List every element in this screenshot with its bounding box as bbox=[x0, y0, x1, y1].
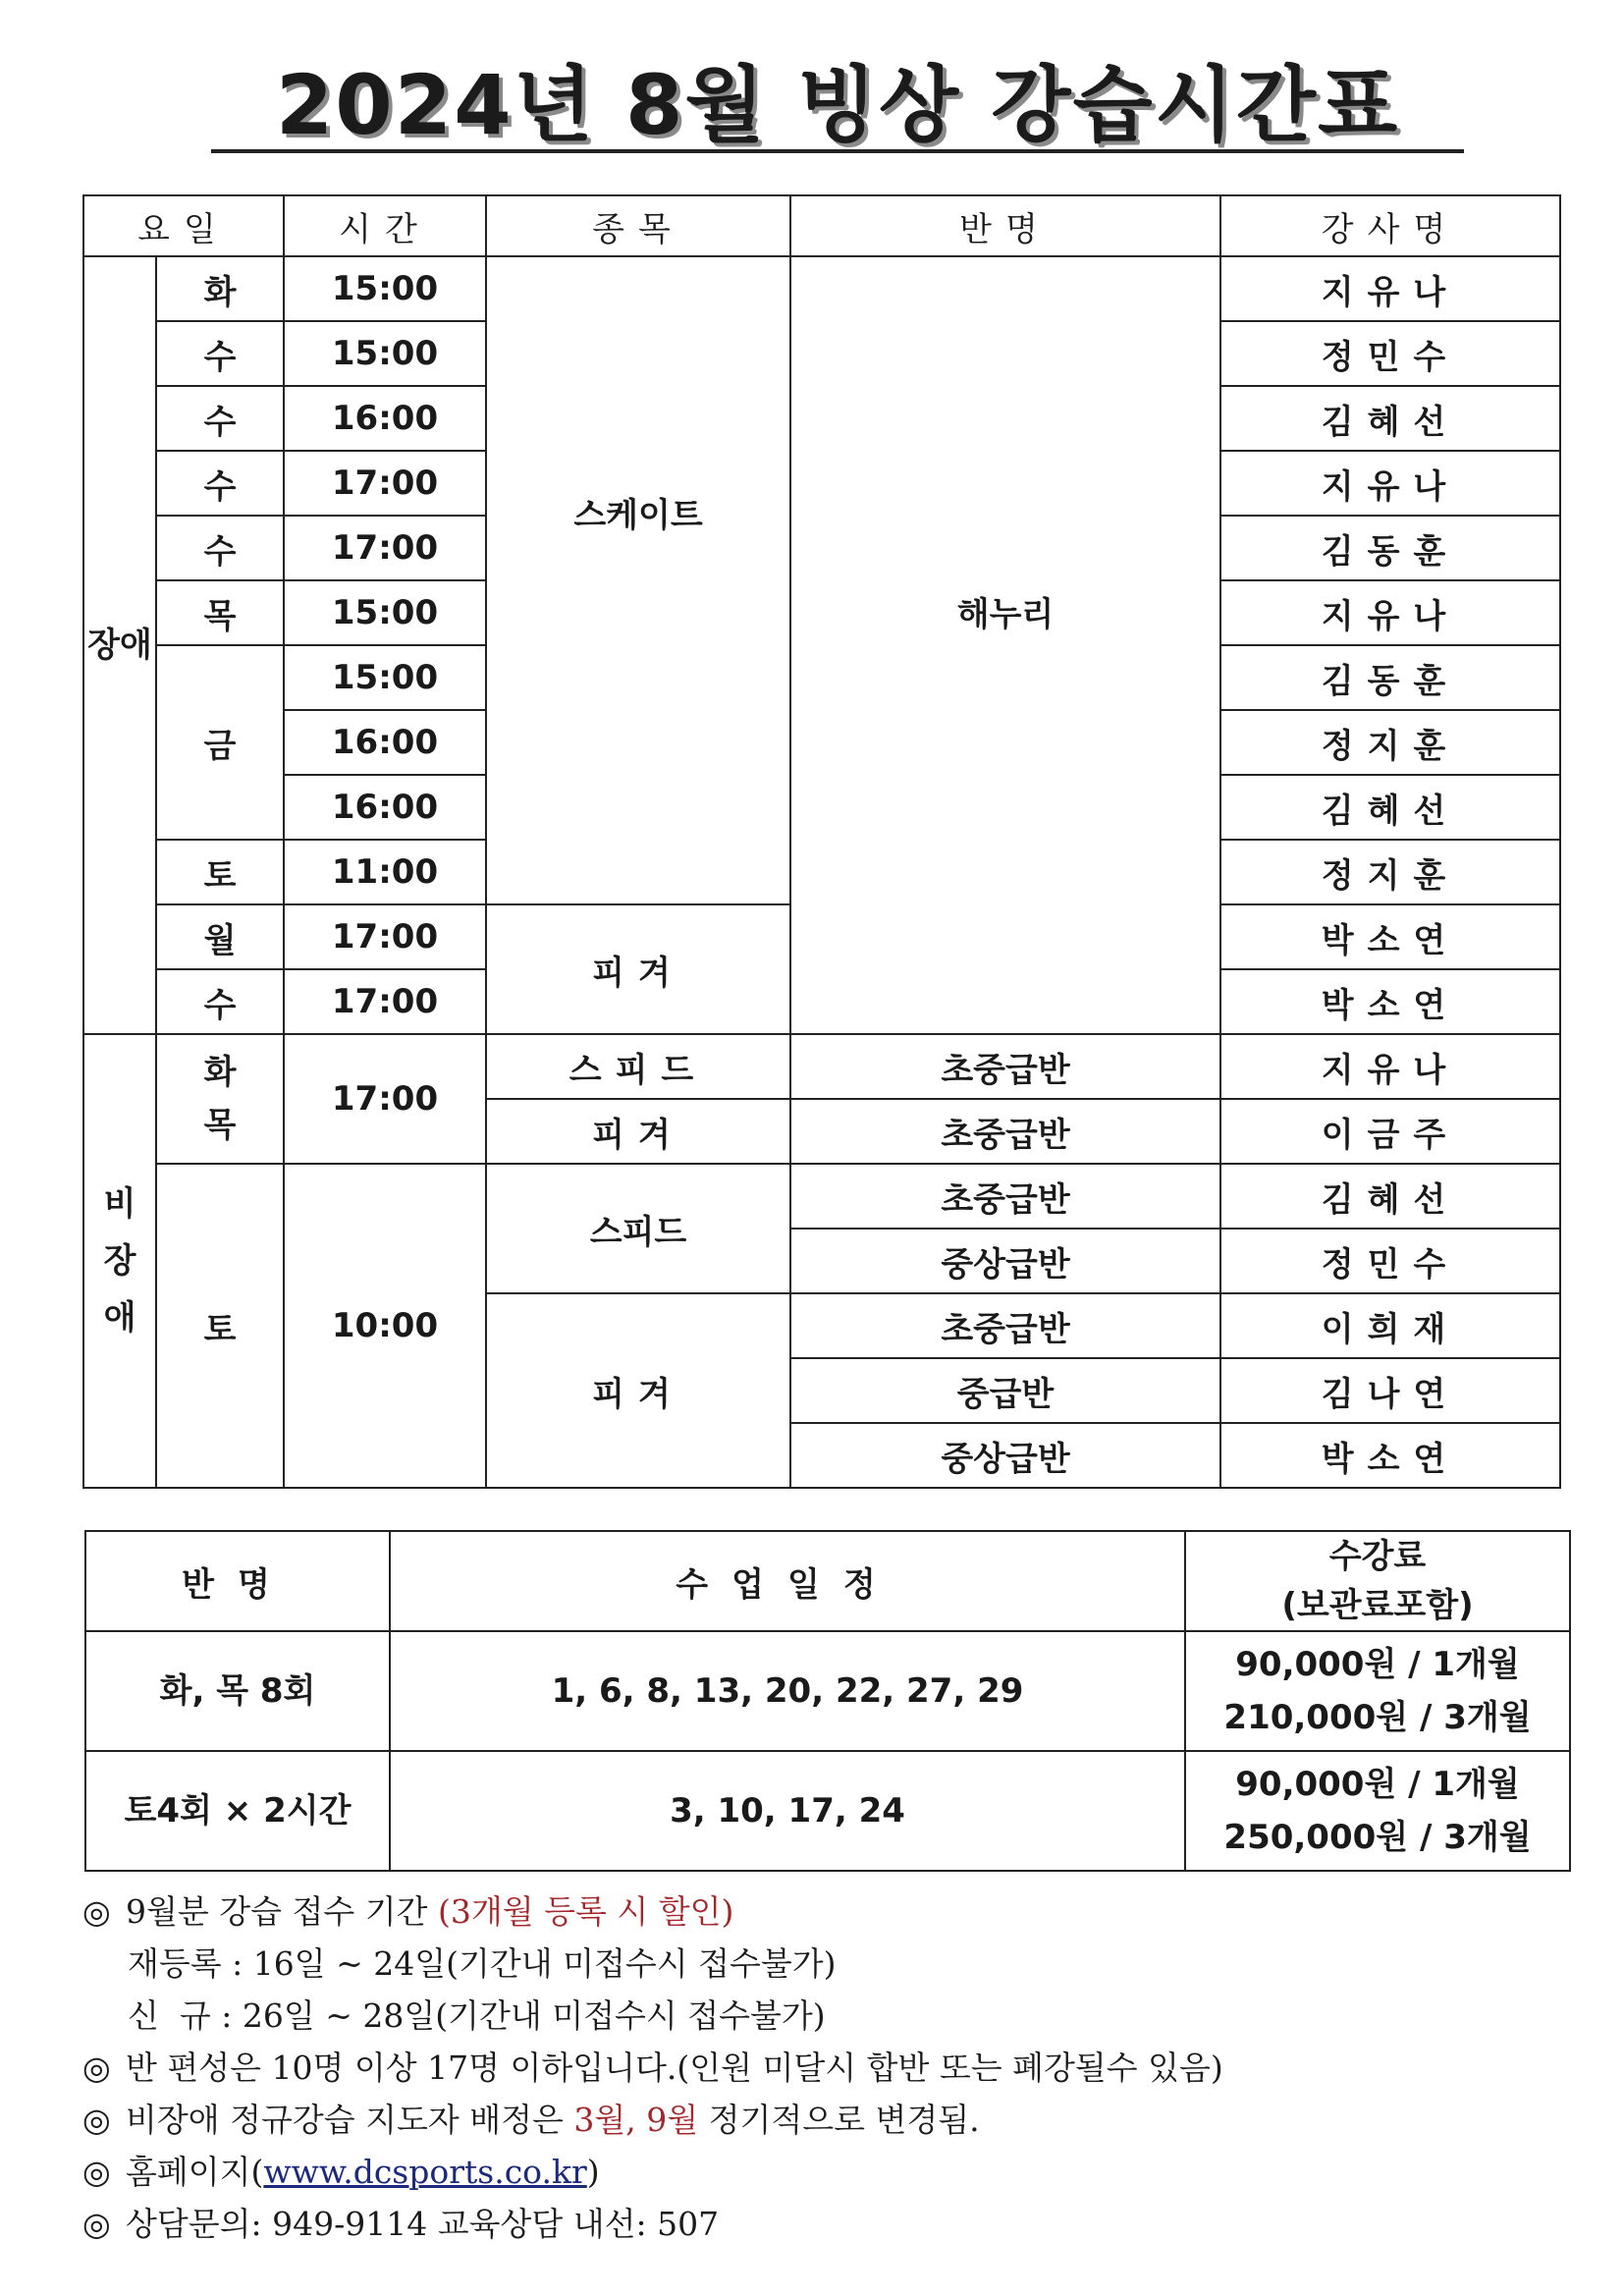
fee-class-cell: 토4회 × 2시간 bbox=[85, 1751, 390, 1871]
instructor-cell: 김혜선 bbox=[1220, 1164, 1560, 1229]
time-cell: 15:00 bbox=[284, 580, 486, 645]
table-row bbox=[83, 256, 1560, 321]
day-cell: 수 bbox=[156, 451, 284, 516]
time-cell: 17:00 bbox=[284, 451, 486, 516]
time-cell: 11:00 bbox=[284, 840, 486, 904]
instructor-cell: 지유나 bbox=[1220, 451, 1560, 516]
time-cell: 10:00 bbox=[284, 1164, 486, 1488]
table-row bbox=[85, 1751, 1570, 1871]
time-cell: 17:00 bbox=[284, 904, 486, 969]
class-cell: 중급반 bbox=[790, 1358, 1220, 1423]
table-row bbox=[85, 1631, 1570, 1751]
homepage-close: ) bbox=[586, 2153, 600, 2191]
day-cell: 토 bbox=[156, 1164, 284, 1488]
header-day: 요일 bbox=[83, 195, 284, 256]
note-registration-text: 9월분 강습 접수 기간 bbox=[126, 1892, 428, 1931]
class-cell: 초중급반 bbox=[790, 1099, 1220, 1164]
time-cell: 16:00 bbox=[284, 775, 486, 840]
instructor-cell: 정지훈 bbox=[1220, 710, 1560, 775]
header-event: 종목 bbox=[486, 195, 790, 256]
schedule-table bbox=[82, 194, 1561, 1489]
note-class-size-text: 반 편성은 10명 이상 17명 이하입니다.(인원 미달시 합반 또는 폐강될수 있음) bbox=[126, 2049, 1223, 2087]
fee-header-row bbox=[85, 1531, 1570, 1631]
fee-header-line1: 수강료 bbox=[1328, 1537, 1427, 1576]
homepage-link[interactable]: www.dcsports.co.kr bbox=[263, 2153, 587, 2191]
time-cell: 15:00 bbox=[284, 321, 486, 386]
homepage-label: 홈페이지( bbox=[126, 2153, 264, 2191]
fee-table bbox=[84, 1530, 1571, 1872]
fee-price-3m: 210,000원 / 3개월 bbox=[1223, 1698, 1532, 1737]
fee-header-line2: (보관료포함) bbox=[1281, 1586, 1474, 1625]
fee-price-1m: 90,000원 / 1개월 bbox=[1235, 1645, 1520, 1684]
instructor-cell: 박소연 bbox=[1220, 969, 1560, 1034]
class-cell: 중상급반 bbox=[790, 1229, 1220, 1293]
day-cell: 목 bbox=[156, 580, 284, 645]
instructor-cell: 지유나 bbox=[1220, 1034, 1560, 1099]
fee-dates-cell: 3, 10, 17, 24 bbox=[390, 1751, 1185, 1871]
time-cell: 16:00 bbox=[284, 710, 486, 775]
instructor-cell: 지유나 bbox=[1220, 256, 1560, 321]
class-cell: 초중급반 bbox=[790, 1034, 1220, 1099]
group-non-disabled-label: 비장애 bbox=[103, 1184, 136, 1338]
note-reregister: 재등록 : 16일 ~ 24일(기간내 미접수시 접수불가) bbox=[128, 1944, 837, 1983]
bullet-mark: ◎ bbox=[82, 1892, 111, 1931]
note-instructor-months: 3월, 9월 bbox=[573, 2101, 699, 2139]
instructor-cell: 김혜선 bbox=[1220, 386, 1560, 451]
day-cell: 금 bbox=[156, 645, 284, 840]
instructor-cell: 김동훈 bbox=[1220, 516, 1560, 580]
day-cell: 수 bbox=[156, 516, 284, 580]
class-haenuri: 해누리 bbox=[790, 256, 1220, 1034]
day-cell: 수 bbox=[156, 386, 284, 451]
day-cell: 화 bbox=[156, 256, 284, 321]
header-instructor: 강사명 bbox=[1220, 195, 1560, 256]
event-skate: 스케이트 bbox=[486, 256, 790, 904]
fee-price-1m: 90,000원 / 1개월 bbox=[1235, 1765, 1520, 1804]
event-cell: 스피드 bbox=[486, 1034, 790, 1099]
instructor-cell: 이희재 bbox=[1220, 1293, 1560, 1358]
schedule-header-row bbox=[83, 195, 1560, 256]
day-cell: 화 목 bbox=[156, 1034, 284, 1164]
instructor-cell: 정지훈 bbox=[1220, 840, 1560, 904]
instructor-cell: 지유나 bbox=[1220, 580, 1560, 645]
time-cell: 17:00 bbox=[284, 516, 486, 580]
header-time: 시간 bbox=[284, 195, 486, 256]
bullet-mark: ◎ bbox=[82, 2101, 111, 2139]
note-instructor-post: 정기적으로 변경됨. bbox=[708, 2101, 980, 2139]
instructor-cell: 정민수 bbox=[1220, 321, 1560, 386]
day-cell: 토 bbox=[156, 840, 284, 904]
fee-header-schedule: 수업일정 bbox=[390, 1531, 1185, 1631]
bullet-mark: ◎ bbox=[82, 2205, 111, 2243]
fee-dates-cell: 1, 6, 8, 13, 20, 22, 27, 29 bbox=[390, 1631, 1185, 1751]
class-cell: 초중급반 bbox=[790, 1293, 1220, 1358]
time-cell: 15:00 bbox=[284, 256, 486, 321]
event-cell: 피겨 bbox=[486, 1293, 790, 1488]
instructor-cell: 김동훈 bbox=[1220, 645, 1560, 710]
bullet-mark: ◎ bbox=[82, 2049, 111, 2087]
event-cell: 스피드 bbox=[486, 1164, 790, 1293]
fee-price-3m: 250,000원 / 3개월 bbox=[1223, 1818, 1532, 1857]
event-cell: 피겨 bbox=[486, 1099, 790, 1164]
note-contact-text: 상담문의: 949-9114 교육상담 내선: 507 bbox=[126, 2205, 720, 2243]
note-new: 신 규 : 26일 ~ 28일(기간내 미접수시 접수불가) bbox=[128, 1996, 826, 2035]
class-cell: 중상급반 bbox=[790, 1423, 1220, 1488]
day-cell: 월 bbox=[156, 904, 284, 969]
note-class-size bbox=[82, 2042, 1555, 2094]
class-cell: 초중급반 bbox=[790, 1164, 1220, 1229]
fee-header-class: 반명 bbox=[85, 1531, 390, 1631]
instructor-cell: 이금주 bbox=[1220, 1099, 1560, 1164]
time-cell: 17:00 bbox=[284, 969, 486, 1034]
time-cell: 15:00 bbox=[284, 645, 486, 710]
notes-section bbox=[82, 1886, 1555, 2250]
page-title: 2024년 8월 빙상 강습시간표 bbox=[211, 57, 1464, 153]
day-cell: 수 bbox=[156, 321, 284, 386]
fee-price-cell bbox=[1185, 1631, 1570, 1751]
time-cell: 17:00 bbox=[284, 1034, 486, 1164]
table-row bbox=[83, 1034, 1560, 1099]
bullet-mark: ◎ bbox=[82, 2153, 111, 2191]
fee-header-fee bbox=[1185, 1531, 1570, 1631]
day-cell: 수 bbox=[156, 969, 284, 1034]
group-disabled bbox=[83, 256, 156, 1034]
note-homepage bbox=[82, 2146, 1555, 2198]
header-class: 반명 bbox=[790, 195, 1220, 256]
note-contact bbox=[82, 2198, 1555, 2250]
instructor-cell: 박소연 bbox=[1220, 1423, 1560, 1488]
time-cell: 16:00 bbox=[284, 386, 486, 451]
table-row bbox=[83, 1164, 1560, 1229]
fee-class-cell: 화, 목 8회 bbox=[85, 1631, 390, 1751]
note-discount: (3개월 등록 시 할인) bbox=[438, 1892, 734, 1931]
group-disabled-label: 장애 bbox=[87, 626, 152, 665]
fee-price-cell bbox=[1185, 1751, 1570, 1871]
instructor-cell: 정민수 bbox=[1220, 1229, 1560, 1293]
instructor-cell: 김혜선 bbox=[1220, 775, 1560, 840]
note-registration bbox=[82, 1886, 1555, 1938]
note-instructor-pre: 비장애 정규강습 지도자 배정은 bbox=[126, 2101, 564, 2139]
note-instructor bbox=[82, 2094, 1555, 2146]
instructor-cell: 박소연 bbox=[1220, 904, 1560, 969]
instructor-cell: 김나연 bbox=[1220, 1358, 1560, 1423]
group-non-disabled bbox=[83, 1034, 156, 1488]
event-figure: 피겨 bbox=[486, 904, 790, 1034]
